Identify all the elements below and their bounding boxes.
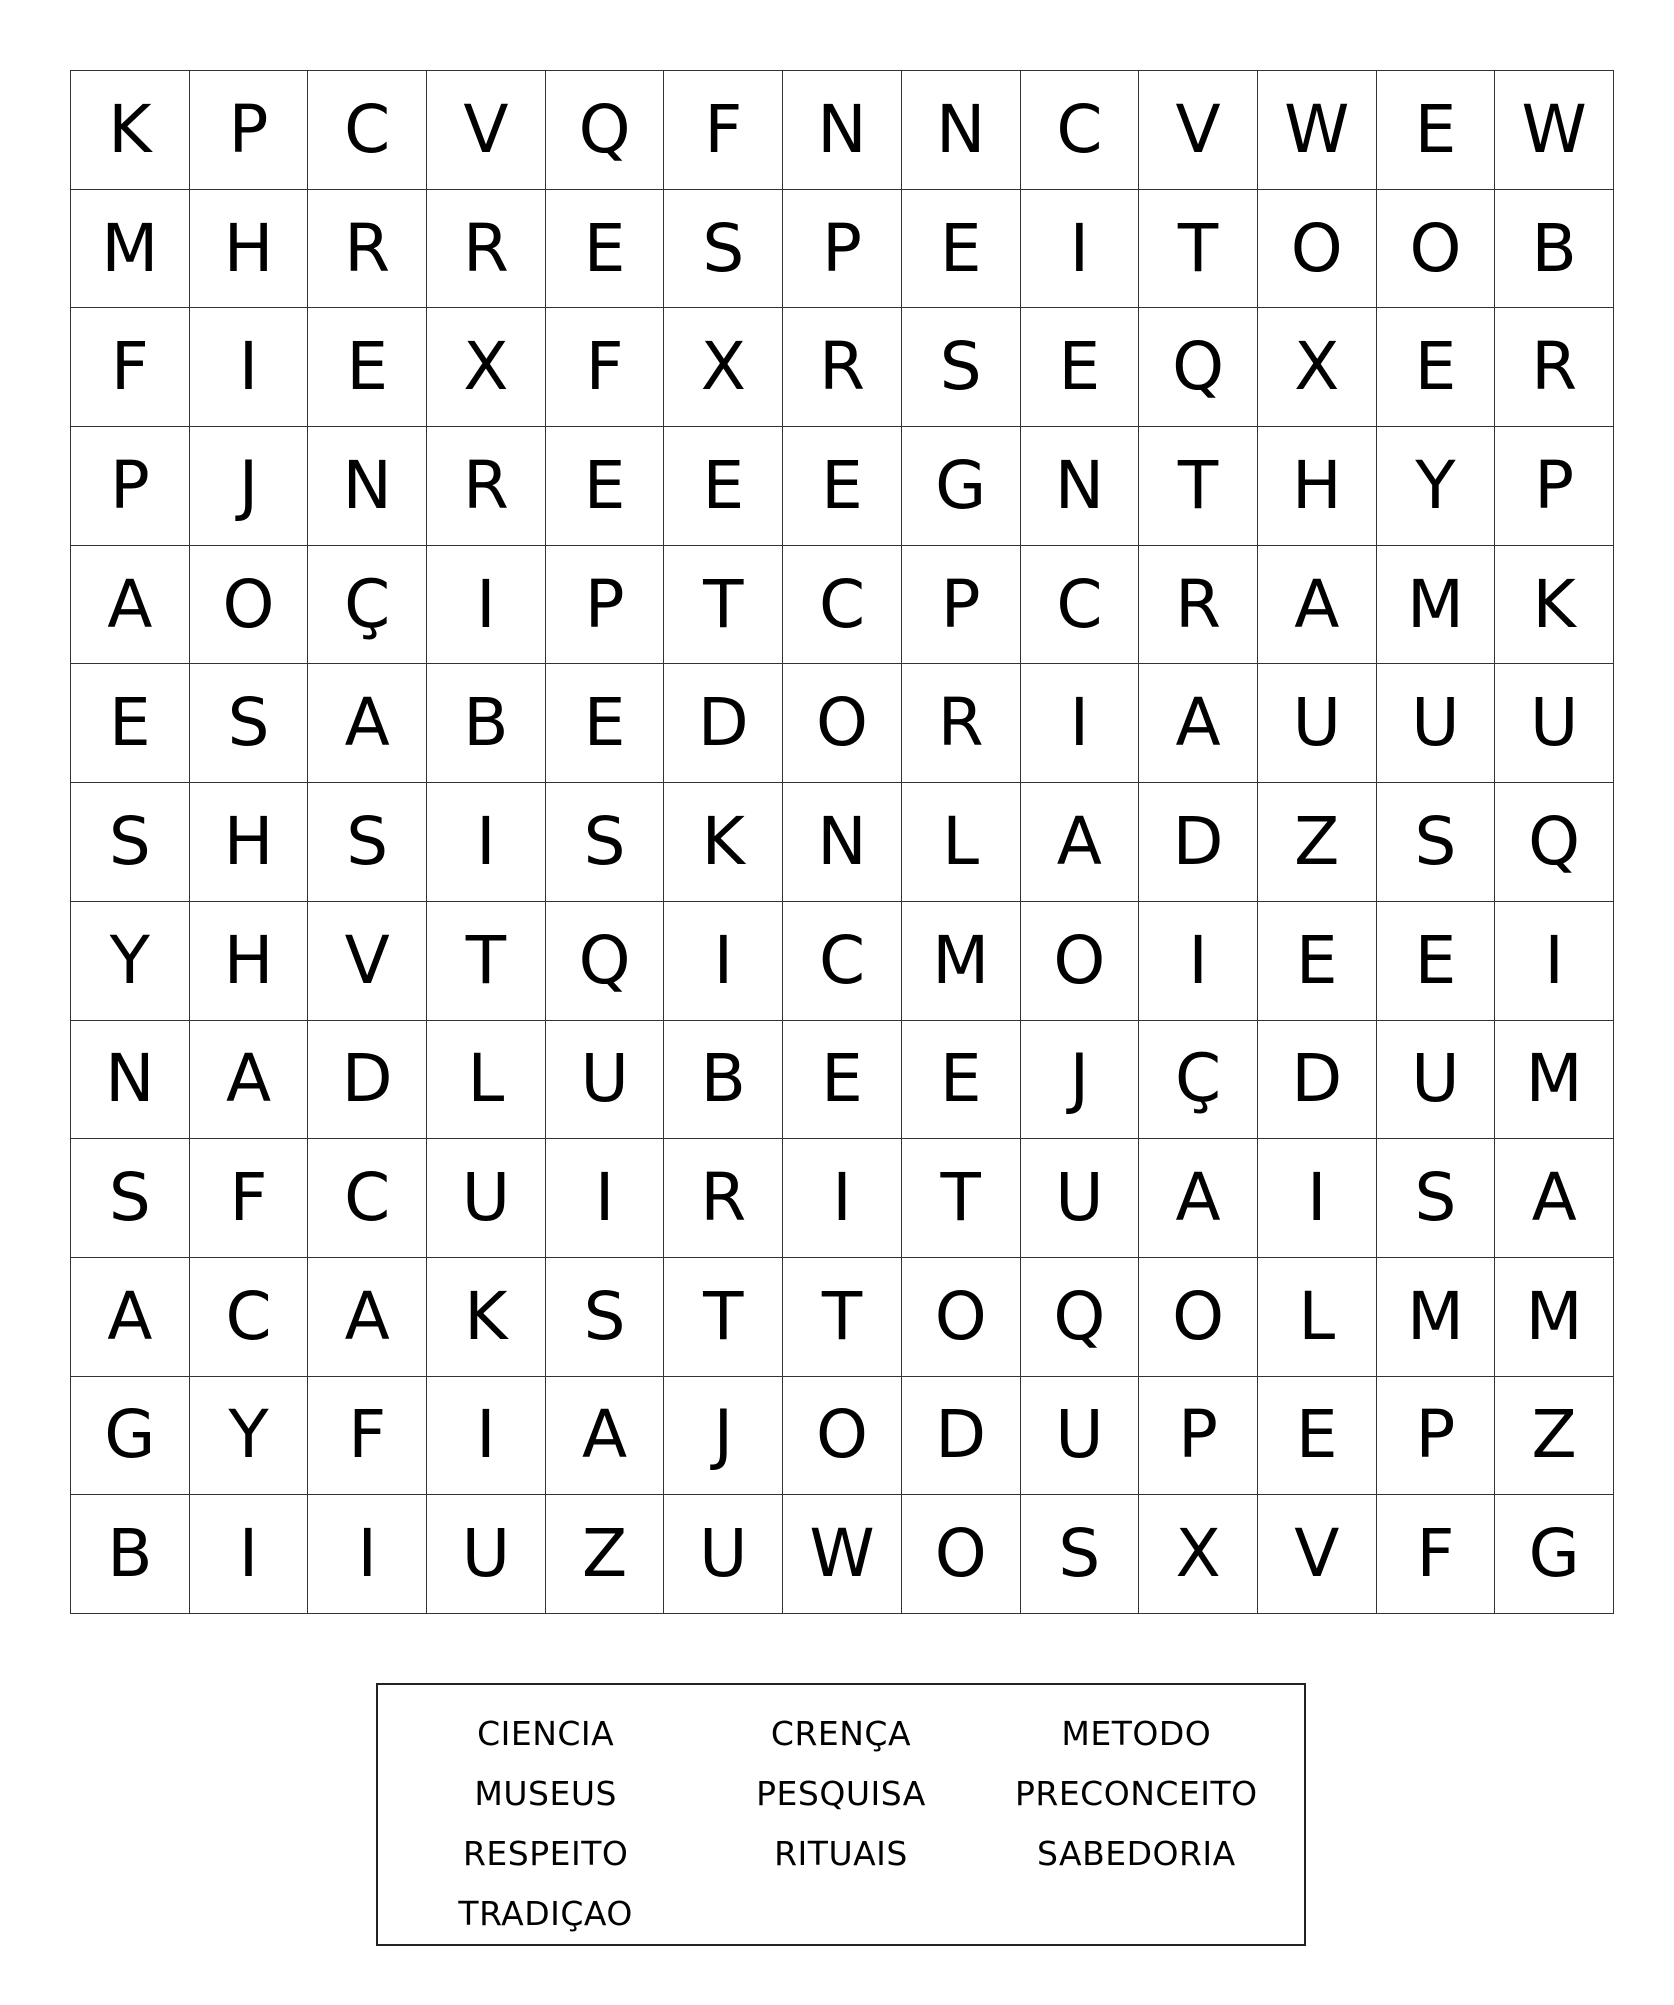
grid-cell[interactable]: C xyxy=(308,1139,427,1258)
grid-cell[interactable]: O xyxy=(1139,1258,1258,1377)
grid-cell[interactable]: T xyxy=(664,546,783,665)
grid-cell[interactable]: M xyxy=(1377,1258,1496,1377)
word-list-item: CIENCIA xyxy=(477,1713,615,1753)
grid-cell[interactable]: N xyxy=(783,71,902,190)
grid-cell[interactable]: C xyxy=(1021,546,1140,665)
grid-cell[interactable]: N xyxy=(783,783,902,902)
grid-cell[interactable]: S xyxy=(1377,1139,1496,1258)
grid-cell[interactable]: A xyxy=(1495,1139,1614,1258)
grid-cell[interactable]: H xyxy=(190,783,309,902)
grid-cell[interactable]: M xyxy=(1495,1258,1614,1377)
grid-cell[interactable]: H xyxy=(1258,427,1377,546)
grid-cell[interactable]: A xyxy=(308,664,427,783)
grid-cell[interactable]: W xyxy=(1258,71,1377,190)
grid-cell[interactable]: N xyxy=(902,71,1021,190)
grid-cell[interactable]: B xyxy=(1495,190,1614,309)
grid-cell[interactable]: Q xyxy=(1139,308,1258,427)
grid-cell[interactable]: G xyxy=(71,1377,190,1496)
grid-cell[interactable]: I xyxy=(427,546,546,665)
grid-cell[interactable]: S xyxy=(190,664,309,783)
word-list-item: SABEDORIA xyxy=(1036,1833,1236,1873)
grid-cell[interactable]: E xyxy=(546,427,665,546)
grid-cell[interactable]: I xyxy=(1139,902,1258,1021)
grid-cell[interactable]: M xyxy=(1377,546,1496,665)
grid-cell[interactable]: I xyxy=(1258,1139,1377,1258)
grid-cell[interactable]: O xyxy=(783,1377,902,1496)
grid-cell[interactable]: U xyxy=(1021,1139,1140,1258)
grid-cell[interactable]: K xyxy=(71,71,190,190)
grid-cell[interactable]: E xyxy=(1377,902,1496,1021)
grid-cell[interactable]: A xyxy=(71,1258,190,1377)
word-list-item: PRECONCEITO xyxy=(1015,1773,1258,1813)
grid-cell[interactable]: E xyxy=(1377,308,1496,427)
grid-cell[interactable]: U xyxy=(427,1495,546,1614)
grid-cell[interactable]: Z xyxy=(1258,783,1377,902)
grid-cell[interactable]: Z xyxy=(546,1495,665,1614)
word-search-grid xyxy=(70,70,1614,1614)
grid-cell[interactable]: L xyxy=(427,1021,546,1140)
grid-cell[interactable]: A xyxy=(546,1377,665,1496)
grid-cell[interactable]: S xyxy=(308,783,427,902)
word-list-item: METODO xyxy=(1061,1713,1212,1753)
grid-cell[interactable]: S xyxy=(71,1139,190,1258)
grid-cell[interactable]: R xyxy=(1495,308,1614,427)
grid-cell[interactable]: M xyxy=(1495,1021,1614,1140)
grid-cell[interactable]: S xyxy=(546,1258,665,1377)
grid-cell[interactable]: X xyxy=(664,308,783,427)
grid-cell[interactable]: I xyxy=(1021,190,1140,309)
grid-cell[interactable]: P xyxy=(1377,1377,1496,1496)
grid-cell[interactable]: T xyxy=(783,1258,902,1377)
grid-cell[interactable]: O xyxy=(783,664,902,783)
grid-cell[interactable]: V xyxy=(427,71,546,190)
grid-cell[interactable]: I xyxy=(427,1377,546,1496)
grid-cell[interactable]: S xyxy=(664,190,783,309)
word-list-item: RESPEITO xyxy=(462,1833,629,1873)
grid-cell[interactable]: Ç xyxy=(1139,1021,1258,1140)
grid-cell[interactable]: N xyxy=(308,427,427,546)
grid-cell[interactable]: K xyxy=(1495,546,1614,665)
grid-cell[interactable]: P xyxy=(546,546,665,665)
grid-cell[interactable]: R xyxy=(783,308,902,427)
grid-cell[interactable]: W xyxy=(1495,71,1614,190)
grid-cell[interactable]: U xyxy=(1495,664,1614,783)
grid-cell[interactable]: C xyxy=(1021,71,1140,190)
grid-cell[interactable]: I xyxy=(546,1139,665,1258)
grid-cell[interactable]: J xyxy=(190,427,309,546)
grid-cell[interactable]: R xyxy=(664,1139,783,1258)
grid-cell[interactable]: M xyxy=(902,902,1021,1021)
grid-cell[interactable]: E xyxy=(546,664,665,783)
grid-cell[interactable]: F xyxy=(1377,1495,1496,1614)
grid-cell[interactable]: R xyxy=(902,664,1021,783)
grid-cell[interactable]: A xyxy=(190,1021,309,1140)
grid-cell[interactable]: D xyxy=(308,1021,427,1140)
grid-cell[interactable]: J xyxy=(1021,1021,1140,1140)
grid-cell[interactable]: I xyxy=(427,783,546,902)
grid-cell[interactable]: I xyxy=(308,1495,427,1614)
grid-cell[interactable]: E xyxy=(71,664,190,783)
grid-cell[interactable]: G xyxy=(1495,1495,1614,1614)
grid-cell[interactable]: F xyxy=(71,308,190,427)
grid-cell[interactable]: H xyxy=(190,190,309,309)
grid-cell[interactable]: O xyxy=(902,1258,1021,1377)
grid-cell[interactable]: C xyxy=(308,71,427,190)
grid-cell[interactable]: A xyxy=(71,546,190,665)
grid-cell[interactable]: U xyxy=(1021,1377,1140,1496)
grid-cell[interactable]: K xyxy=(427,1258,546,1377)
grid-cell[interactable]: V xyxy=(1139,71,1258,190)
grid-cell[interactable]: X xyxy=(1258,308,1377,427)
grid-cell[interactable]: I xyxy=(1495,902,1614,1021)
grid-cell[interactable]: C xyxy=(783,546,902,665)
grid-cell[interactable]: O xyxy=(190,546,309,665)
grid-cell[interactable]: U xyxy=(1377,664,1496,783)
grid-cell[interactable]: U xyxy=(546,1021,665,1140)
grid-cell[interactable]: W xyxy=(783,1495,902,1614)
grid-cell[interactable]: Q xyxy=(546,71,665,190)
grid-cell[interactable]: Z xyxy=(1495,1377,1614,1496)
grid-cell[interactable]: L xyxy=(1258,1258,1377,1377)
grid-cell[interactable]: P xyxy=(902,546,1021,665)
grid-cell[interactable]: Y xyxy=(71,902,190,1021)
word-list-item: RITUAIS xyxy=(774,1833,908,1873)
grid-cell[interactable]: S xyxy=(71,783,190,902)
grid-cell[interactable]: F xyxy=(308,1377,427,1496)
grid-cell[interactable]: S xyxy=(1377,783,1496,902)
grid-cell[interactable]: C xyxy=(190,1258,309,1377)
grid-cell[interactable]: E xyxy=(1021,308,1140,427)
grid-cell[interactable]: X xyxy=(427,308,546,427)
grid-cell[interactable]: P xyxy=(1495,427,1614,546)
grid-cell[interactable]: R xyxy=(308,190,427,309)
grid-cell[interactable]: A xyxy=(1139,1139,1258,1258)
grid-cell[interactable]: P xyxy=(71,427,190,546)
grid-cell[interactable]: E xyxy=(1258,1377,1377,1496)
grid-cell[interactable]: X xyxy=(1139,1495,1258,1614)
grid-cell[interactable]: B xyxy=(71,1495,190,1614)
grid-cell[interactable]: A xyxy=(1139,664,1258,783)
grid-cell[interactable]: D xyxy=(1258,1021,1377,1140)
grid-cell[interactable]: V xyxy=(1258,1495,1377,1614)
grid-cell[interactable]: Y xyxy=(1377,427,1496,546)
grid-cell[interactable]: O xyxy=(1258,190,1377,309)
word-list-item: PESQUISA xyxy=(756,1773,926,1813)
grid-cell[interactable]: O xyxy=(902,1495,1021,1614)
grid-cell[interactable]: C xyxy=(783,902,902,1021)
grid-cell[interactable]: J xyxy=(664,1377,783,1496)
grid-cell[interactable]: Ç xyxy=(308,546,427,665)
grid-cell[interactable]: U xyxy=(427,1139,546,1258)
grid-cell[interactable]: T xyxy=(1139,190,1258,309)
grid-cell[interactable]: S xyxy=(1021,1495,1140,1614)
grid-cell[interactable]: A xyxy=(1021,783,1140,902)
grid-cell[interactable]: I xyxy=(190,308,309,427)
grid-cell[interactable]: N xyxy=(1021,427,1140,546)
grid-cell[interactable]: P xyxy=(1139,1377,1258,1496)
grid-cell[interactable]: U xyxy=(1377,1021,1496,1140)
grid-cell[interactable]: B xyxy=(664,1021,783,1140)
grid-cell[interactable]: I xyxy=(1021,664,1140,783)
grid-cell[interactable]: P xyxy=(190,71,309,190)
grid-cell[interactable]: F xyxy=(664,71,783,190)
grid-cell[interactable]: F xyxy=(190,1139,309,1258)
word-list-item: TRADIÇAO xyxy=(458,1893,633,1933)
grid-cell[interactable]: M xyxy=(71,190,190,309)
grid-cell[interactable]: P xyxy=(783,190,902,309)
grid-cell[interactable]: I xyxy=(783,1139,902,1258)
grid-cell[interactable]: K xyxy=(664,783,783,902)
grid-cell[interactable]: Q xyxy=(1495,783,1614,902)
grid-cell[interactable]: H xyxy=(190,902,309,1021)
grid-cell[interactable]: A xyxy=(308,1258,427,1377)
grid-cell[interactable]: O xyxy=(1377,190,1496,309)
grid-cell[interactable]: A xyxy=(1258,546,1377,665)
grid-cell[interactable]: T xyxy=(427,902,546,1021)
grid-cell[interactable]: E xyxy=(1377,71,1496,190)
grid-cell[interactable]: D xyxy=(664,664,783,783)
grid-cell[interactable]: F xyxy=(546,308,665,427)
grid-cell[interactable]: S xyxy=(546,783,665,902)
grid-cell[interactable]: S xyxy=(902,308,1021,427)
word-list-item: MUSEUS xyxy=(474,1773,617,1813)
word-list xyxy=(376,1683,1306,1946)
grid-cell[interactable]: O xyxy=(1021,902,1140,1021)
grid-cell[interactable]: U xyxy=(664,1495,783,1614)
grid-cell[interactable]: V xyxy=(308,902,427,1021)
grid-cell[interactable]: E xyxy=(664,427,783,546)
grid-cell[interactable]: T xyxy=(664,1258,783,1377)
grid-cell[interactable]: N xyxy=(71,1021,190,1140)
grid-cell[interactable]: I xyxy=(664,902,783,1021)
grid-cell[interactable]: D xyxy=(1139,783,1258,902)
grid-cell[interactable]: R xyxy=(1139,546,1258,665)
grid-cell[interactable]: T xyxy=(1139,427,1258,546)
grid-cell[interactable]: L xyxy=(902,783,1021,902)
grid-cell[interactable]: E xyxy=(1258,902,1377,1021)
grid-cell[interactable]: E xyxy=(783,1021,902,1140)
grid-cell[interactable]: E xyxy=(902,190,1021,309)
grid-cell[interactable]: E xyxy=(546,190,665,309)
grid-cell[interactable]: D xyxy=(902,1377,1021,1496)
grid-cell[interactable]: E xyxy=(783,427,902,546)
grid-cell[interactable]: Q xyxy=(546,902,665,1021)
word-list-item: CRENÇA xyxy=(770,1713,912,1753)
grid-cell[interactable]: T xyxy=(902,1139,1021,1258)
grid-cell[interactable]: U xyxy=(1258,664,1377,783)
grid-cell[interactable]: R xyxy=(427,190,546,309)
grid-cell[interactable]: I xyxy=(190,1495,309,1614)
grid-cell[interactable]: Y xyxy=(190,1377,309,1496)
grid-cell[interactable]: R xyxy=(427,427,546,546)
grid-cell[interactable]: E xyxy=(902,1021,1021,1140)
grid-cell[interactable]: E xyxy=(308,308,427,427)
grid-cell[interactable]: Q xyxy=(1021,1258,1140,1377)
grid-cell[interactable]: G xyxy=(902,427,1021,546)
grid-cell[interactable]: B xyxy=(427,664,546,783)
